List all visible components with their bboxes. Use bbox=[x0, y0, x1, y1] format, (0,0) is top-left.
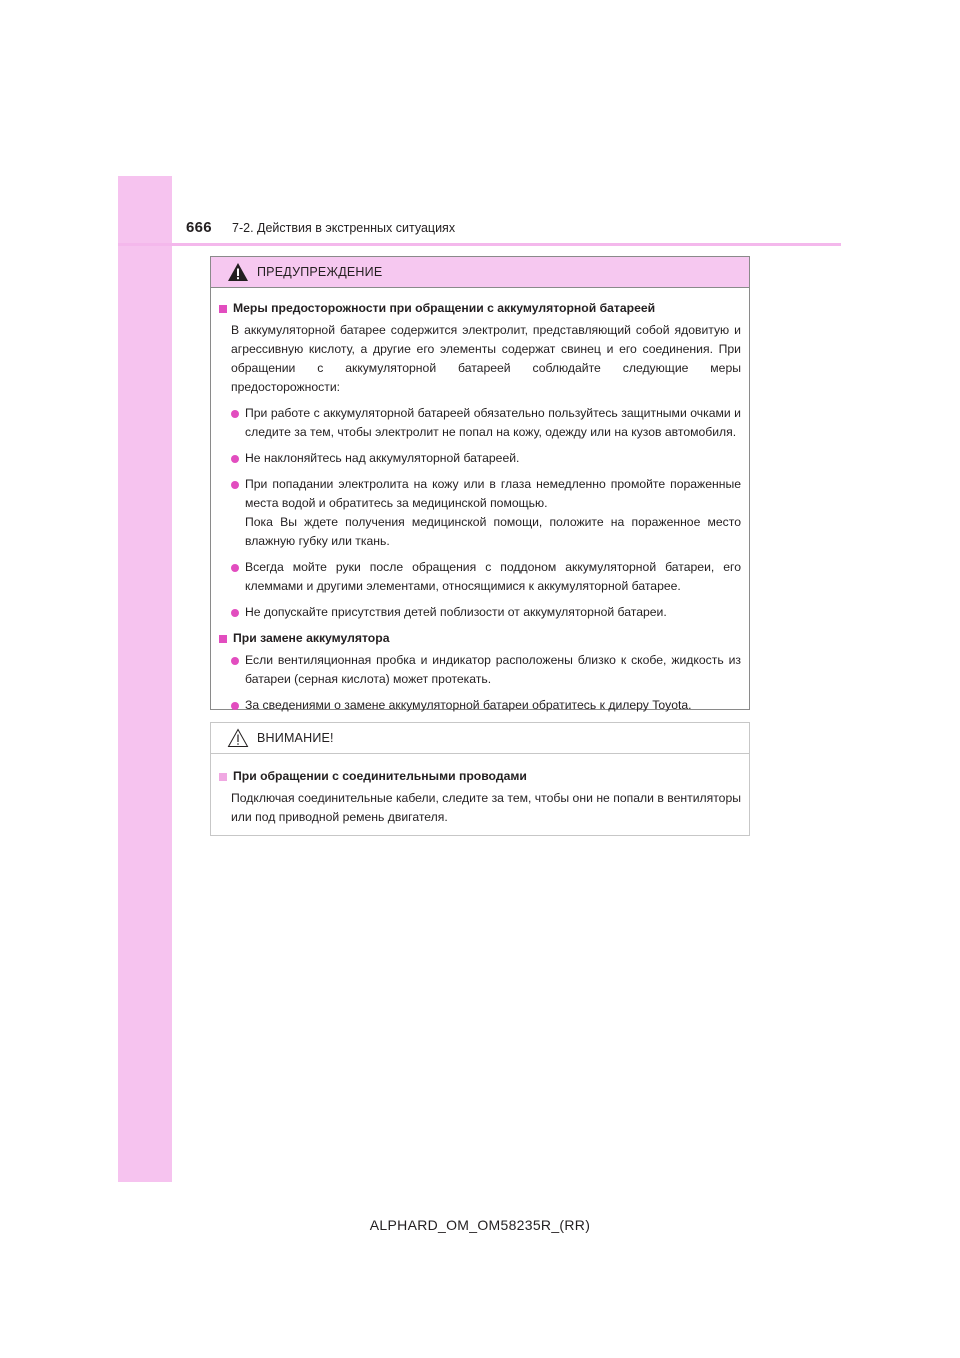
warning-title: ПРЕДУПРЕЖДЕНИЕ bbox=[257, 265, 383, 279]
round-bullet-icon bbox=[231, 657, 239, 665]
warning-body bbox=[211, 288, 749, 715]
round-bullet-icon bbox=[231, 564, 239, 572]
list-item-text: При попадании электролита на кожу или в глаза немедленно промойте пораженные места водой и обратитесь за медицинской помощью. Пока Вы ждете получения медицинской помощи, положите на пораженное место влажную губку или ткань. bbox=[245, 477, 741, 548]
warning-box bbox=[210, 256, 750, 710]
list-item bbox=[231, 475, 741, 551]
header-rule bbox=[118, 243, 841, 246]
block-title-text: При замене аккумулятора bbox=[233, 631, 390, 645]
list-item-text: Если вентиляционная пробка и индикатор расположены близко к скобе, жидкость из батареи (серная кислота) может протекать. bbox=[245, 653, 741, 686]
list-item-text: За сведениями о замене аккумуляторной батареи обратитесь к дилеру Toyota. bbox=[245, 698, 692, 712]
warning-triangle-icon bbox=[227, 262, 249, 282]
round-bullet-icon bbox=[231, 481, 239, 489]
list-item bbox=[231, 449, 741, 468]
square-bullet-icon bbox=[219, 305, 227, 313]
notice-title: ВНИМАНИЕ! bbox=[257, 731, 334, 745]
list-item bbox=[231, 651, 741, 689]
warning-outline-icon bbox=[227, 728, 249, 748]
section-title: 7-2. Действия в экстренных ситуациях bbox=[232, 221, 456, 235]
round-bullet-icon bbox=[231, 455, 239, 463]
square-bullet-icon bbox=[219, 773, 227, 781]
list-item-text: Не наклоняйтесь над аккумуляторной батареей. bbox=[245, 451, 520, 465]
square-bullet-icon bbox=[219, 635, 227, 643]
block-title-text: Меры предосторожности при обращении с аккумуляторной батареей bbox=[233, 301, 656, 315]
round-bullet-icon bbox=[231, 702, 239, 710]
notice-box bbox=[210, 722, 750, 836]
block-title bbox=[219, 299, 741, 318]
block-paragraph: Подключая соединительные кабели, следите за тем, чтобы они не попали в вентиляторы или под приводной ремень двигателя. bbox=[231, 791, 741, 824]
block-title bbox=[219, 767, 741, 786]
list-item bbox=[231, 558, 741, 596]
list-item bbox=[231, 404, 741, 442]
list-item-text: Не допускайте присутствия детей поблизости от аккумуляторной батареи. bbox=[245, 605, 667, 619]
list-item-text: При работе с аккумуляторной батареей обязательно пользуйтесь защитными очками и следите за тем, чтобы электролит не попал на кожу, одежду или на кузов автомобиля. bbox=[245, 406, 741, 439]
warning-header bbox=[211, 257, 749, 288]
page-number: 666 bbox=[186, 219, 212, 236]
round-bullet-icon bbox=[231, 410, 239, 418]
side-tab bbox=[118, 176, 172, 1182]
list-item-text: Всегда мойте руки после обращения с поддоном аккумуляторной батареи, его клеммами и другими элементами, относящимися к аккумуляторной батарее. bbox=[245, 560, 741, 593]
notice-body bbox=[211, 754, 749, 827]
round-bullet-icon bbox=[231, 609, 239, 617]
list-item bbox=[231, 696, 741, 715]
block-paragraph: В аккумуляторной батарее содержится электролит, представляющий собой ядовитую и агрессивную кислоту, а другие его элементы содержат свинец и его соединения. При обращении с аккумуляторной батареей соблюдайте следующие меры предосторожности: bbox=[231, 323, 741, 394]
block-title bbox=[219, 629, 741, 648]
document-code: ALPHARD_OM_OM58235R_(RR) bbox=[369, 1217, 591, 1233]
block-title-text: При обращении с соединительными проводами bbox=[233, 769, 527, 783]
list-item bbox=[231, 603, 741, 622]
notice-header bbox=[211, 723, 749, 754]
